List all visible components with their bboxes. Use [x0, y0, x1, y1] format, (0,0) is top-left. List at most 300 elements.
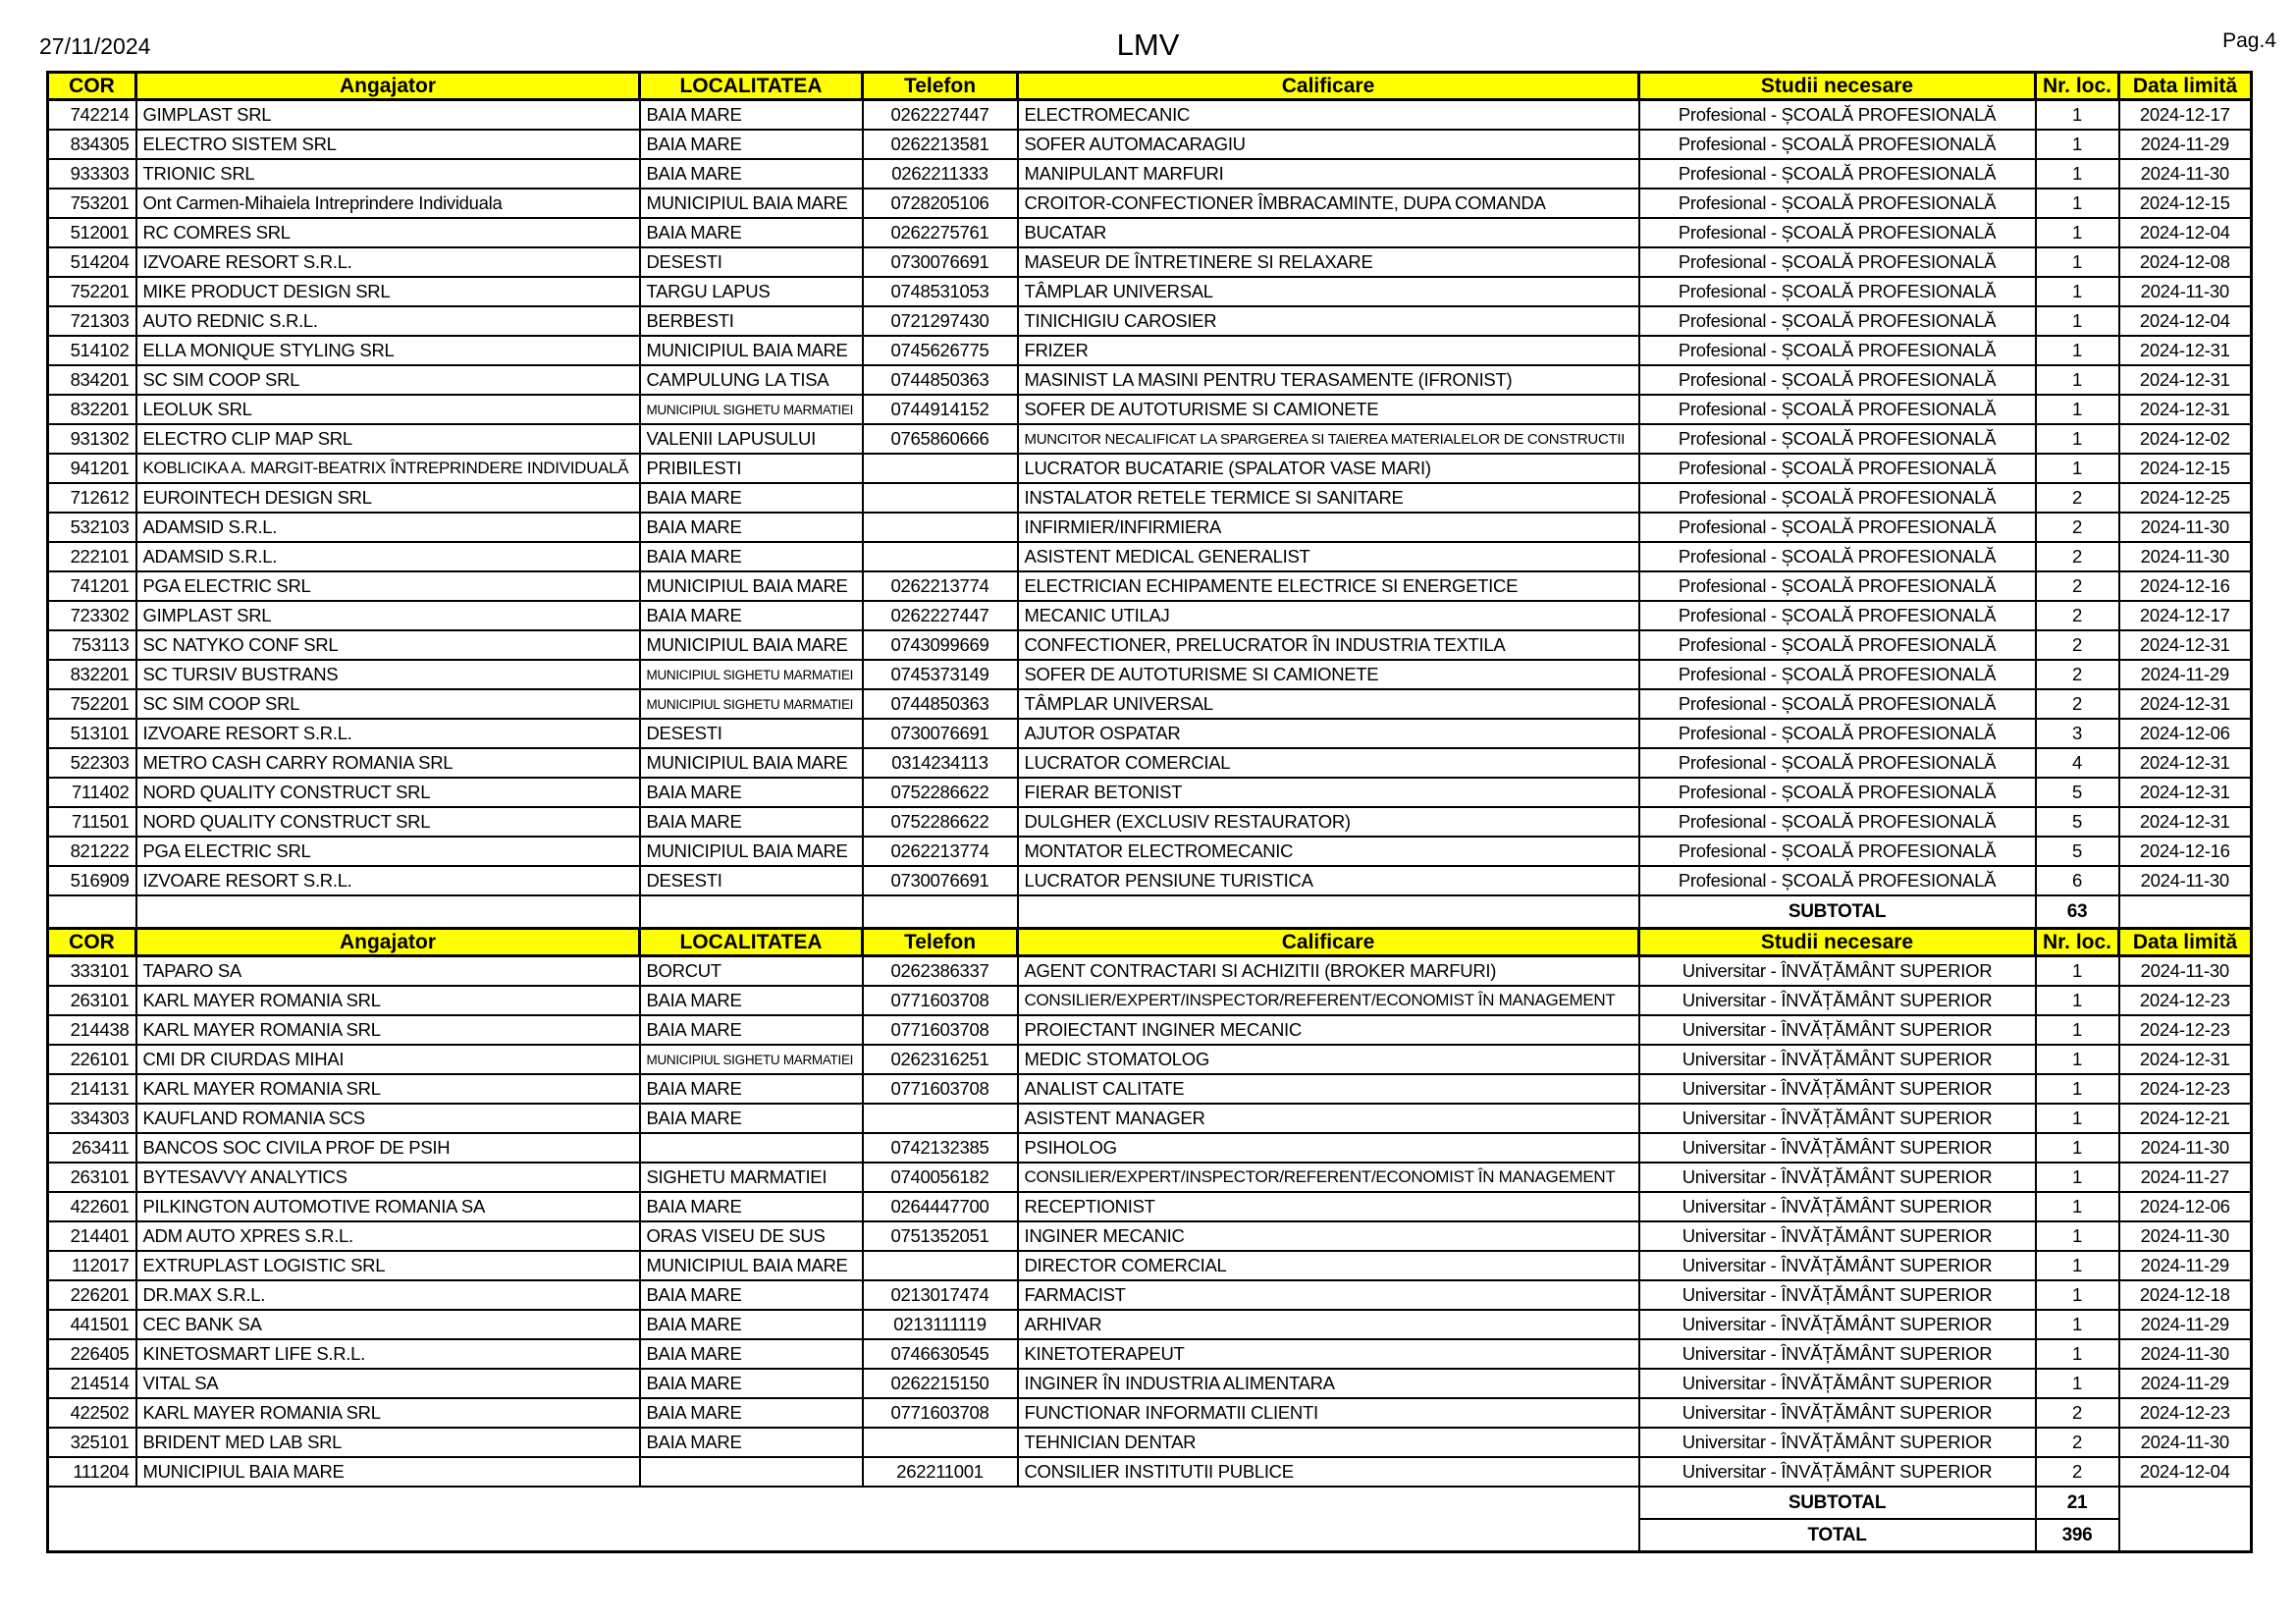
cell-cor: 941201 — [48, 454, 136, 483]
cell-telefon: 0262213581 — [863, 130, 1018, 159]
cell-studii: Profesional - ȘCOALĂ PROFESIONALĂ — [1639, 483, 2036, 513]
cell-cor: 832201 — [48, 395, 136, 424]
cell-studii: Profesional - ȘCOALĂ PROFESIONALĂ — [1639, 189, 2036, 218]
cell-cor: 711501 — [48, 807, 136, 837]
cell-calificare: MUNCITOR NECALIFICAT LA SPARGEREA SI TAIEREA MATERIALELOR DE CONSTRUCTII — [1018, 424, 1639, 454]
cell-calificare: PROIECTANT INGINER MECANIC — [1018, 1015, 1639, 1045]
cell-data-limita: 2024-11-29 — [2119, 1310, 2252, 1339]
cell-localitatea: BORCUT — [640, 956, 863, 987]
cell-nr-loc: 1 — [2036, 306, 2119, 336]
cell-angajator: KARL MAYER ROMANIA SRL — [136, 1398, 640, 1428]
cell-nr-loc: 5 — [2036, 837, 2119, 866]
table-row — [48, 748, 2252, 778]
cell-nr-loc: 1 — [2036, 1045, 2119, 1074]
cell-angajator: KARL MAYER ROMANIA SRL — [136, 986, 640, 1015]
cell-studii: Universitar - ÎNVĂȚĂMÂNT SUPERIOR — [1639, 1074, 2036, 1104]
cell-studii: Universitar - ÎNVĂȚĂMÂNT SUPERIOR — [1639, 1310, 2036, 1339]
cell-telefon — [863, 542, 1018, 571]
cell-telefon: 262211001 — [863, 1457, 1018, 1487]
cell-telefon: 0262227447 — [863, 601, 1018, 630]
cell-nr-loc: 1 — [2036, 1192, 2119, 1221]
cell-telefon: 0262211333 — [863, 159, 1018, 189]
cell-data-limita: 2024-12-18 — [2119, 1280, 2252, 1310]
col-header-angajator: Angajator — [136, 929, 640, 956]
cell-studii: Profesional - ȘCOALĂ PROFESIONALĂ — [1639, 837, 2036, 866]
spacer — [48, 1519, 1639, 1552]
cell-data-limita: 2024-12-04 — [2119, 218, 2252, 247]
cell-calificare: CONSILIER INSTITUTII PUBLICE — [1018, 1457, 1639, 1487]
cell-studii: Profesional - ȘCOALĂ PROFESIONALĂ — [1639, 454, 2036, 483]
cell-angajator: KAUFLAND ROMANIA SCS — [136, 1104, 640, 1133]
subtotal-value: 63 — [2036, 895, 2119, 929]
cell-calificare: AJUTOR OSPATAR — [1018, 719, 1639, 748]
cell-telefon: 0742132385 — [863, 1133, 1018, 1163]
cell-angajator: KINETOSMART LIFE S.R.L. — [136, 1339, 640, 1369]
cell-calificare: INFIRMIER/INFIRMIERA — [1018, 513, 1639, 542]
cell-cor: 112017 — [48, 1251, 136, 1280]
col-header-studii: Studii necesare — [1639, 73, 2036, 100]
cell-telefon: 0752286622 — [863, 778, 1018, 807]
cell-angajator: IZVOARE RESORT S.R.L. — [136, 247, 640, 277]
cell-cor: 422502 — [48, 1398, 136, 1428]
cell-cor: 532103 — [48, 513, 136, 542]
cell-studii: Universitar - ÎNVĂȚĂMÂNT SUPERIOR — [1639, 1428, 2036, 1457]
cell-telefon: 0262275761 — [863, 218, 1018, 247]
table-row — [48, 1104, 2252, 1133]
cell-nr-loc: 1 — [2036, 277, 2119, 306]
cell-nr-loc: 1 — [2036, 365, 2119, 395]
cell-telefon: 0213111119 — [863, 1310, 1018, 1339]
cell-data-limita: 2024-11-29 — [2119, 1369, 2252, 1398]
empty-cell — [136, 895, 640, 929]
cell-nr-loc: 1 — [2036, 189, 2119, 218]
cell-angajator: NORD QUALITY CONSTRUCT SRL — [136, 778, 640, 807]
table-row — [48, 1192, 2252, 1221]
cell-nr-loc: 1 — [2036, 395, 2119, 424]
cell-cor: 513101 — [48, 719, 136, 748]
cell-cor: 752201 — [48, 689, 136, 719]
cell-data-limita: 2024-12-02 — [2119, 424, 2252, 454]
cell-telefon — [863, 513, 1018, 542]
cell-localitatea: DESESTI — [640, 719, 863, 748]
cell-cor: 441501 — [48, 1310, 136, 1339]
cell-data-limita: 2024-12-31 — [2119, 807, 2252, 837]
cell-studii: Profesional - ȘCOALĂ PROFESIONALĂ — [1639, 866, 2036, 895]
cell-cor: 721303 — [48, 306, 136, 336]
cell-nr-loc: 1 — [2036, 1015, 2119, 1045]
cell-localitatea: DESESTI — [640, 247, 863, 277]
cell-telefon: 0744850363 — [863, 689, 1018, 719]
cell-data-limita: 2024-12-23 — [2119, 986, 2252, 1015]
cell-cor: 834305 — [48, 130, 136, 159]
cell-calificare: CONFECTIONER, PRELUCRATOR ÎN INDUSTRIA TEXTILA — [1018, 630, 1639, 660]
table-row — [48, 866, 2252, 895]
cell-calificare: SOFER AUTOMACARAGIU — [1018, 130, 1639, 159]
cell-data-limita: 2024-12-17 — [2119, 601, 2252, 630]
cell-angajator: LEOLUK SRL — [136, 395, 640, 424]
page-date: 27/11/2024 — [39, 33, 151, 59]
table-row — [48, 1280, 2252, 1310]
cell-nr-loc: 1 — [2036, 159, 2119, 189]
cell-calificare: INGINER MECANIC — [1018, 1221, 1639, 1251]
table-row — [48, 1221, 2252, 1251]
cell-nr-loc: 1 — [2036, 956, 2119, 987]
col-header-data-limita: Data limită — [2119, 929, 2252, 956]
cell-localitatea: BAIA MARE — [640, 542, 863, 571]
col-header-data-limita: Data limită — [2119, 73, 2252, 100]
cell-localitatea: SIGHETU MARMATIEI — [640, 1163, 863, 1192]
cell-angajator: Ont Carmen-Mihaiela Intreprindere Individuala — [136, 189, 640, 218]
cell-studii: Profesional - ȘCOALĂ PROFESIONALĂ — [1639, 277, 2036, 306]
cell-studii: Profesional - ȘCOALĂ PROFESIONALĂ — [1639, 660, 2036, 689]
cell-telefon: 0744850363 — [863, 365, 1018, 395]
cell-localitatea: BAIA MARE — [640, 130, 863, 159]
cell-calificare: MASINIST LA MASINI PENTRU TERASAMENTE (IFRONIST) — [1018, 365, 1639, 395]
cell-angajator: SC SIM COOP SRL — [136, 689, 640, 719]
cell-cor: 214514 — [48, 1369, 136, 1398]
cell-nr-loc: 4 — [2036, 748, 2119, 778]
cell-calificare: ARHIVAR — [1018, 1310, 1639, 1339]
cell-telefon: 0264447700 — [863, 1192, 1018, 1221]
cell-angajator: GIMPLAST SRL — [136, 601, 640, 630]
cell-localitatea — [640, 1133, 863, 1163]
cell-nr-loc: 2 — [2036, 630, 2119, 660]
cell-calificare: LUCRATOR COMERCIAL — [1018, 748, 1639, 778]
cell-telefon: 0765860666 — [863, 424, 1018, 454]
subtotal-label: SUBTOTAL — [1639, 1487, 2036, 1519]
cell-angajator: IZVOARE RESORT S.R.L. — [136, 719, 640, 748]
table-row — [48, 306, 2252, 336]
cell-nr-loc: 1 — [2036, 1104, 2119, 1133]
cell-cor: 753201 — [48, 189, 136, 218]
cell-angajator: RC COMRES SRL — [136, 218, 640, 247]
table-row — [48, 336, 2252, 365]
table-row — [48, 1457, 2252, 1487]
table-row — [48, 395, 2252, 424]
cell-studii: Profesional - ȘCOALĂ PROFESIONALĂ — [1639, 601, 2036, 630]
table-row — [48, 277, 2252, 306]
cell-studii: Profesional - ȘCOALĂ PROFESIONALĂ — [1639, 807, 2036, 837]
cell-localitatea: BAIA MARE — [640, 807, 863, 837]
col-header-studii: Studii necesare — [1639, 929, 2036, 956]
cell-angajator: KARL MAYER ROMANIA SRL — [136, 1015, 640, 1045]
cell-localitatea: CAMPULUNG LA TISA — [640, 365, 863, 395]
table-header-row — [48, 929, 2252, 956]
cell-calificare: ASISTENT MEDICAL GENERALIST — [1018, 542, 1639, 571]
col-header-calificare: Calificare — [1018, 73, 1639, 100]
cell-angajator: EXTRUPLAST LOGISTIC SRL — [136, 1251, 640, 1280]
cell-localitatea: MUNICIPIUL BAIA MARE — [640, 571, 863, 601]
cell-studii: Universitar - ÎNVĂȚĂMÂNT SUPERIOR — [1639, 1457, 2036, 1487]
cell-studii: Profesional - ȘCOALĂ PROFESIONALĂ — [1639, 336, 2036, 365]
cell-localitatea: BERBESTI — [640, 306, 863, 336]
col-header-telefon: Telefon — [863, 929, 1018, 956]
table-row — [48, 1398, 2252, 1428]
cell-nr-loc: 1 — [2036, 1163, 2119, 1192]
cell-studii: Universitar - ÎNVĂȚĂMÂNT SUPERIOR — [1639, 1339, 2036, 1369]
empty-cell — [863, 895, 1018, 929]
cell-calificare: SOFER DE AUTOTURISME SI CAMIONETE — [1018, 660, 1639, 689]
spacer — [2119, 1519, 2252, 1552]
cell-calificare: INGINER ÎN INDUSTRIA ALIMENTARA — [1018, 1369, 1639, 1398]
cell-telefon: 0728205106 — [863, 189, 1018, 218]
cell-telefon: 0740056182 — [863, 1163, 1018, 1192]
cell-studii: Universitar - ÎNVĂȚĂMÂNT SUPERIOR — [1639, 1104, 2036, 1133]
cell-studii: Profesional - ȘCOALĂ PROFESIONALĂ — [1639, 719, 2036, 748]
cell-studii: Profesional - ȘCOALĂ PROFESIONALĂ — [1639, 571, 2036, 601]
cell-localitatea: BAIA MARE — [640, 1280, 863, 1310]
cell-angajator: AUTO REDNIC S.R.L. — [136, 306, 640, 336]
cell-data-limita: 2024-12-04 — [2119, 1457, 2252, 1487]
col-header-nr-loc: Nr. loc. — [2036, 929, 2119, 956]
cell-calificare: FRIZER — [1018, 336, 1639, 365]
cell-calificare: PSIHOLOG — [1018, 1133, 1639, 1163]
cell-angajator: BYTESAVVY ANALYTICS — [136, 1163, 640, 1192]
cell-data-limita: 2024-12-16 — [2119, 571, 2252, 601]
cell-studii: Universitar - ÎNVĂȚĂMÂNT SUPERIOR — [1639, 1398, 2036, 1428]
cell-localitatea: ORAS VISEU DE SUS — [640, 1221, 863, 1251]
col-header-cor: COR — [48, 929, 136, 956]
cell-nr-loc: 1 — [2036, 424, 2119, 454]
cell-studii: Profesional - ȘCOALĂ PROFESIONALĂ — [1639, 130, 2036, 159]
subtotal-value: 21 — [2036, 1487, 2119, 1519]
cell-nr-loc: 2 — [2036, 660, 2119, 689]
cell-data-limita: 2024-12-23 — [2119, 1074, 2252, 1104]
cell-nr-loc: 1 — [2036, 1221, 2119, 1251]
cell-nr-loc: 2 — [2036, 483, 2119, 513]
cell-localitatea: BAIA MARE — [640, 986, 863, 1015]
cell-cor: 263101 — [48, 986, 136, 1015]
cell-data-limita: 2024-12-23 — [2119, 1398, 2252, 1428]
table-row — [48, 837, 2252, 866]
cell-nr-loc: 1 — [2036, 130, 2119, 159]
cell-localitatea: BAIA MARE — [640, 1310, 863, 1339]
table-row — [48, 1074, 2252, 1104]
cell-calificare: MANIPULANT MARFURI — [1018, 159, 1639, 189]
cell-localitatea — [640, 1457, 863, 1487]
cell-studii: Profesional - ȘCOALĂ PROFESIONALĂ — [1639, 395, 2036, 424]
cell-localitatea: BAIA MARE — [640, 218, 863, 247]
cell-angajator: KARL MAYER ROMANIA SRL — [136, 1074, 640, 1104]
cell-localitatea: BAIA MARE — [640, 1339, 863, 1369]
cell-studii: Profesional - ȘCOALĂ PROFESIONALĂ — [1639, 630, 2036, 660]
cell-angajator: NORD QUALITY CONSTRUCT SRL — [136, 807, 640, 837]
cell-data-limita: 2024-12-08 — [2119, 247, 2252, 277]
cell-angajator: VITAL SA — [136, 1369, 640, 1398]
cell-angajator: TRIONIC SRL — [136, 159, 640, 189]
cell-nr-loc: 3 — [2036, 719, 2119, 748]
cell-cor: 226101 — [48, 1045, 136, 1074]
cell-data-limita: 2024-11-30 — [2119, 866, 2252, 895]
cell-angajator: GIMPLAST SRL — [136, 100, 640, 131]
cell-studii: Profesional - ȘCOALĂ PROFESIONALĂ — [1639, 159, 2036, 189]
cell-data-limita: 2024-12-31 — [2119, 365, 2252, 395]
cell-nr-loc: 5 — [2036, 778, 2119, 807]
cell-telefon: 0262213774 — [863, 571, 1018, 601]
cell-telefon: 0213017474 — [863, 1280, 1018, 1310]
cell-calificare: TEHNICIAN DENTAR — [1018, 1428, 1639, 1457]
cell-localitatea: MUNICIPIUL BAIA MARE — [640, 1251, 863, 1280]
cell-angajator: SC NATYKO CONF SRL — [136, 630, 640, 660]
table-row — [48, 571, 2252, 601]
cell-angajator: PGA ELECTRIC SRL — [136, 571, 640, 601]
col-header-localitatea: LOCALITATEA — [640, 73, 863, 100]
table-row — [48, 513, 2252, 542]
cell-data-limita: 2024-11-30 — [2119, 1221, 2252, 1251]
cell-data-limita: 2024-12-15 — [2119, 189, 2252, 218]
cell-cor: 711402 — [48, 778, 136, 807]
cell-cor: 263101 — [48, 1163, 136, 1192]
cell-nr-loc: 1 — [2036, 1133, 2119, 1163]
cell-studii: Universitar - ÎNVĂȚĂMÂNT SUPERIOR — [1639, 1015, 2036, 1045]
cell-localitatea: BAIA MARE — [640, 483, 863, 513]
section-2-rows — [48, 956, 2252, 1488]
cell-telefon: 0752286622 — [863, 807, 1018, 837]
table-row — [48, 100, 2252, 131]
cell-angajator: ADAMSID S.R.L. — [136, 513, 640, 542]
cell-telefon: 0730076691 — [863, 866, 1018, 895]
cell-calificare: FIERAR BETONIST — [1018, 778, 1639, 807]
cell-calificare: FUNCTIONAR INFORMATII CLIENTI — [1018, 1398, 1639, 1428]
cell-nr-loc: 1 — [2036, 100, 2119, 131]
total-row — [48, 1519, 2252, 1552]
cell-nr-loc: 1 — [2036, 1339, 2119, 1369]
cell-data-limita: 2024-11-27 — [2119, 1163, 2252, 1192]
cell-studii: Profesional - ȘCOALĂ PROFESIONALĂ — [1639, 778, 2036, 807]
cell-localitatea: MUNICIPIUL SIGHETU MARMATIEI — [640, 689, 863, 719]
table-row — [48, 159, 2252, 189]
cell-data-limita: 2024-12-15 — [2119, 454, 2252, 483]
cell-cor: 226405 — [48, 1339, 136, 1369]
cell-data-limita: 2024-12-21 — [2119, 1104, 2252, 1133]
col-header-nr-loc: Nr. loc. — [2036, 73, 2119, 100]
cell-localitatea: MUNICIPIUL BAIA MARE — [640, 630, 863, 660]
cell-nr-loc: 2 — [2036, 1398, 2119, 1428]
subtotal-row — [48, 895, 2252, 929]
cell-angajator: PILKINGTON AUTOMOTIVE ROMANIA SA — [136, 1192, 640, 1221]
cell-calificare: CONSILIER/EXPERT/INSPECTOR/REFERENT/ECONOMIST ÎN MANAGEMENT — [1018, 1163, 1639, 1192]
cell-telefon: 0746630545 — [863, 1339, 1018, 1369]
cell-localitatea: BAIA MARE — [640, 601, 863, 630]
cell-cor: 933303 — [48, 159, 136, 189]
cell-data-limita: 2024-12-17 — [2119, 100, 2252, 131]
cell-localitatea: BAIA MARE — [640, 1369, 863, 1398]
cell-data-limita: 2024-12-25 — [2119, 483, 2252, 513]
cell-localitatea: MUNICIPIUL BAIA MARE — [640, 336, 863, 365]
cell-studii: Universitar - ÎNVĂȚĂMÂNT SUPERIOR — [1639, 1221, 2036, 1251]
cell-localitatea: BAIA MARE — [640, 513, 863, 542]
cell-cor: 742214 — [48, 100, 136, 131]
cell-telefon: 0745373149 — [863, 660, 1018, 689]
cell-cor: 821222 — [48, 837, 136, 866]
cell-studii: Universitar - ÎNVĂȚĂMÂNT SUPERIOR — [1639, 1192, 2036, 1221]
cell-calificare: SOFER DE AUTOTURISME SI CAMIONETE — [1018, 395, 1639, 424]
cell-nr-loc: 2 — [2036, 601, 2119, 630]
section-1-rows — [48, 100, 2252, 896]
cell-studii: Universitar - ÎNVĂȚĂMÂNT SUPERIOR — [1639, 1280, 2036, 1310]
cell-studii: Profesional - ȘCOALĂ PROFESIONALĂ — [1639, 542, 2036, 571]
empty-cell — [48, 895, 136, 929]
table-row — [48, 778, 2252, 807]
cell-localitatea: DESESTI — [640, 866, 863, 895]
cell-nr-loc: 6 — [2036, 866, 2119, 895]
cell-studii: Profesional - ȘCOALĂ PROFESIONALĂ — [1639, 689, 2036, 719]
cell-angajator: MUNICIPIUL BAIA MARE — [136, 1457, 640, 1487]
cell-angajator: METRO CASH CARRY ROMANIA SRL — [136, 748, 640, 778]
spacer — [2119, 1487, 2252, 1519]
cell-cor: 712612 — [48, 483, 136, 513]
cell-calificare: MECANIC UTILAJ — [1018, 601, 1639, 630]
cell-telefon — [863, 1251, 1018, 1280]
cell-calificare: BUCATAR — [1018, 218, 1639, 247]
cell-localitatea: BAIA MARE — [640, 1428, 863, 1457]
cell-angajator: EUROINTECH DESIGN SRL — [136, 483, 640, 513]
cell-calificare: ELECTRICIAN ECHIPAMENTE ELECTRICE SI ENERGETICE — [1018, 571, 1639, 601]
cell-data-limita: 2024-11-30 — [2119, 513, 2252, 542]
cell-cor: 214438 — [48, 1015, 136, 1045]
cell-calificare: FARMACIST — [1018, 1280, 1639, 1310]
cell-nr-loc: 2 — [2036, 1457, 2119, 1487]
cell-angajator: SC SIM COOP SRL — [136, 365, 640, 395]
cell-nr-loc: 1 — [2036, 336, 2119, 365]
table-row — [48, 1163, 2252, 1192]
cell-nr-loc: 1 — [2036, 218, 2119, 247]
cell-localitatea: BAIA MARE — [640, 159, 863, 189]
cell-data-limita: 2024-11-30 — [2119, 956, 2252, 987]
table-row — [48, 601, 2252, 630]
cell-cor: 325101 — [48, 1428, 136, 1457]
cell-cor: 832201 — [48, 660, 136, 689]
cell-studii: Profesional - ȘCOALĂ PROFESIONALĂ — [1639, 365, 2036, 395]
cell-localitatea: BAIA MARE — [640, 100, 863, 131]
cell-cor: 931302 — [48, 424, 136, 454]
cell-localitatea: BAIA MARE — [640, 1192, 863, 1221]
cell-data-limita: 2024-11-30 — [2119, 542, 2252, 571]
cell-angajator: TAPARO SA — [136, 956, 640, 987]
cell-cor: 334303 — [48, 1104, 136, 1133]
cell-calificare: ASISTENT MANAGER — [1018, 1104, 1639, 1133]
cell-data-limita: 2024-12-31 — [2119, 336, 2252, 365]
cell-angajator: ADAMSID S.R.L. — [136, 542, 640, 571]
cell-cor: 741201 — [48, 571, 136, 601]
cell-calificare: CROITOR-CONFECTIONER ÎMBRACAMINTE, DUPA COMANDA — [1018, 189, 1639, 218]
cell-nr-loc: 2 — [2036, 571, 2119, 601]
cell-cor: 514102 — [48, 336, 136, 365]
cell-cor: 723302 — [48, 601, 136, 630]
table-row — [48, 807, 2252, 837]
cell-nr-loc: 1 — [2036, 1280, 2119, 1310]
cell-angajator: ADM AUTO XPRES S.R.L. — [136, 1221, 640, 1251]
cell-telefon — [863, 1104, 1018, 1133]
cell-calificare: ANALIST CALITATE — [1018, 1074, 1639, 1104]
cell-data-limita: 2024-11-29 — [2119, 660, 2252, 689]
cell-calificare: CONSILIER/EXPERT/INSPECTOR/REFERENT/ECONOMIST ÎN MANAGEMENT — [1018, 986, 1639, 1015]
cell-telefon: 0314234113 — [863, 748, 1018, 778]
cell-localitatea: MUNICIPIUL BAIA MARE — [640, 748, 863, 778]
cell-calificare: KINETOTERAPEUT — [1018, 1339, 1639, 1369]
table-row — [48, 689, 2252, 719]
cell-angajator: ELLA MONIQUE STYLING SRL — [136, 336, 640, 365]
cell-calificare: ELECTROMECANIC — [1018, 100, 1639, 131]
cell-angajator: DR.MAX S.R.L. — [136, 1280, 640, 1310]
table-row — [48, 986, 2252, 1015]
cell-telefon: 0730076691 — [863, 247, 1018, 277]
cell-data-limita: 2024-12-31 — [2119, 395, 2252, 424]
cell-telefon — [863, 1428, 1018, 1457]
cell-data-limita: 2024-12-31 — [2119, 630, 2252, 660]
cell-localitatea: TARGU LAPUS — [640, 277, 863, 306]
cell-calificare: DULGHER (EXCLUSIV RESTAURATOR) — [1018, 807, 1639, 837]
